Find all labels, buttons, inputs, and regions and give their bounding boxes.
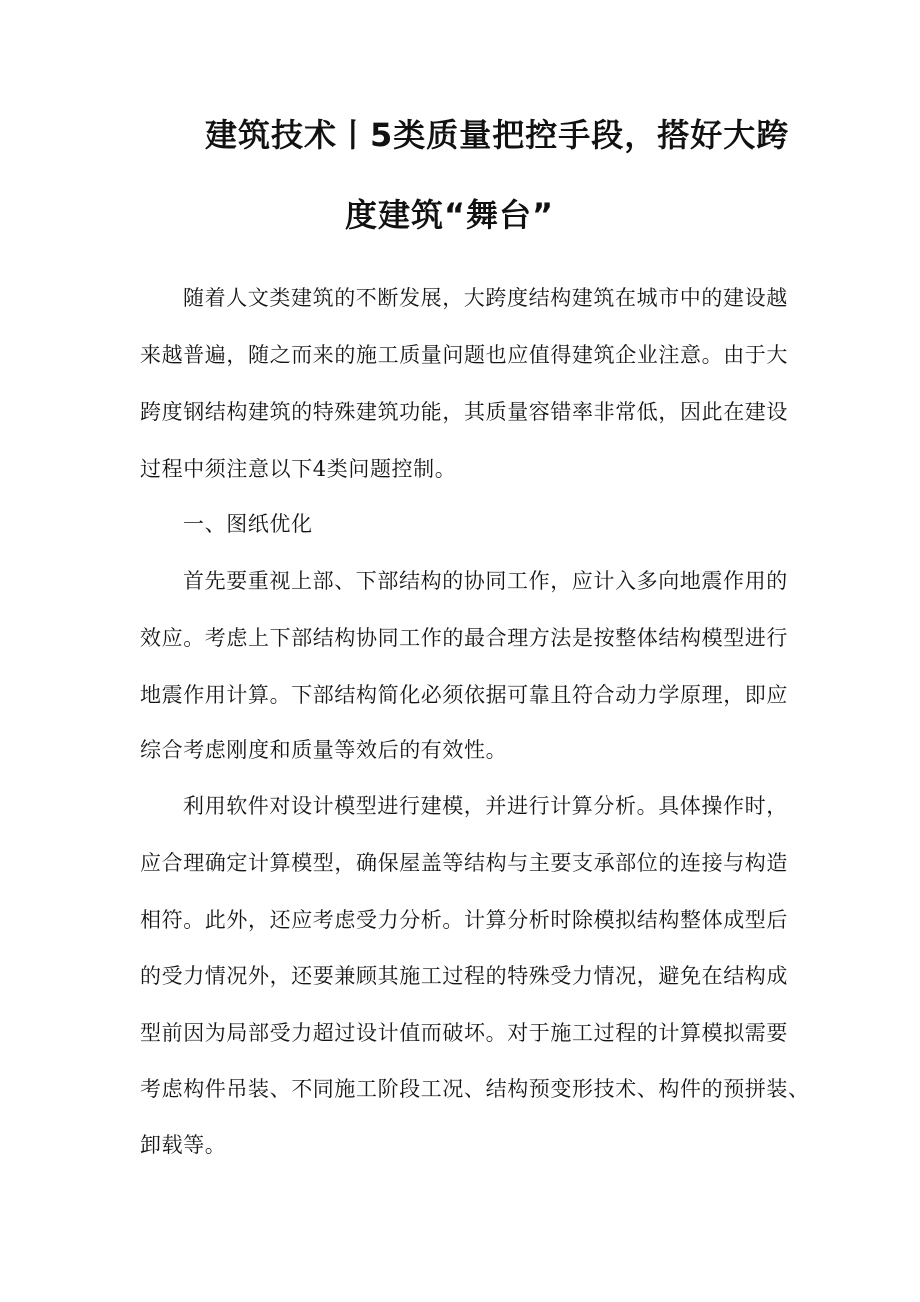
intro-paragraph-line: 随着人文类建筑的不断发展，大跨度结构建筑在城市中的建设越 [183, 286, 788, 310]
body-paragraph-line: 相符。此外，还应考虑受力分析。计算分析时除模拟结构整体成型后 [140, 908, 788, 932]
body-paragraph-line: 卸载等。 [140, 1133, 227, 1157]
intro-paragraph-line: 跨度钢结构建筑的特殊建筑功能，其质量容错率非常低，因此在建设 [140, 400, 788, 424]
body-paragraph-line: 的受力情况外，还要兼顾其施工过程的特殊受力情况，避免在结构成 [140, 964, 788, 988]
document-title-line-1: 建筑技术丨5类质量把控手段，搭好大跨 [205, 116, 790, 154]
body-paragraph-line: 应合理确定计算模型，确保屋盖等结构与主要支承部位的连接与构造 [140, 851, 788, 875]
body-paragraph-line: 型前因为局部受力超过设计值而破坏。对于施工过程的计算模拟需要 [140, 1021, 788, 1045]
section-heading: 一、图纸优化 [183, 512, 313, 536]
document-title-line-2: 度建筑“舞台” [345, 196, 555, 234]
body-paragraph-line: 地震作用计算。下部结构简化必须依据可靠且符合动力学原理，即应 [140, 683, 788, 707]
body-paragraph-line: 首先要重视上部、下部结构的协同工作，应计入多向地震作用的 [183, 569, 788, 593]
intro-paragraph-line: 来越普遍，随之而来的施工质量问题也应值得建筑企业注意。由于大 [140, 343, 788, 367]
body-paragraph-line: 综合考虑刚度和质量等效后的有效性。 [140, 738, 508, 762]
body-paragraph-line: 效应。考虑上下部结构协同工作的最合理方法是按整体结构模型进行 [140, 626, 788, 650]
intro-paragraph-line: 过程中须注意以下4类问题控制。 [140, 457, 457, 481]
body-paragraph-line: 利用软件对设计模型进行建模，并进行计算分析。具体操作时， [183, 794, 788, 818]
body-paragraph-line: 考虑构件吊装、不同施工阶段工况、结构预变形技术、构件的预拼装、 [140, 1077, 810, 1101]
